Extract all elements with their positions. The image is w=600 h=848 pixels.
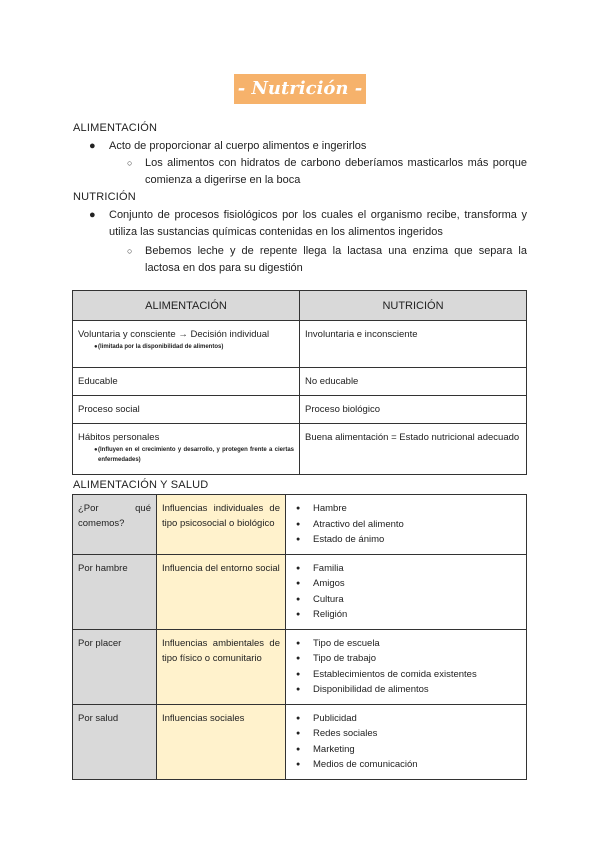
list-item: ● Religión (291, 607, 521, 623)
title-wrapper (0, 74, 600, 104)
table-cell: Influencias ambientales de tipo físico o comunitario (157, 629, 286, 704)
table-cell: Buena alimentación = Estado nutricional adecuado (300, 424, 527, 475)
cell-note: ● (Influyen en el crecimiento y desarrollo, y protegen frente a ciertas enfermedades) (78, 445, 294, 465)
cell-text: Hábitos personales (78, 432, 160, 443)
heading-nutricion: NUTRICIÓN (73, 191, 136, 203)
bullet-text: Acto de proporcionar al cuerpo alimentos e ingerirlos (109, 140, 367, 152)
bullet-dot: ● (89, 209, 96, 221)
table-row (73, 368, 527, 396)
page-title: - Nutrición - (234, 74, 367, 104)
list-item: ● Amigos (291, 576, 521, 592)
subbullet-alimentacion (127, 155, 527, 189)
table-row (73, 424, 527, 475)
influence-list (291, 561, 521, 623)
table-row (73, 704, 527, 779)
table-cell: Proceso social (73, 396, 300, 424)
comparison-table (72, 290, 527, 475)
table-cell: Por hambre (73, 554, 157, 629)
cell-text: Voluntaria y consciente → Decisión individual (78, 329, 270, 340)
table-cell: Por placer (73, 629, 157, 704)
list-item: ● Marketing (291, 742, 521, 758)
bullet-circle: ○ (127, 158, 133, 168)
table-cell (286, 629, 527, 704)
table-cell (73, 424, 300, 475)
table-cell (286, 495, 527, 555)
list-item: ● Redes sociales (291, 726, 521, 742)
table-header: NUTRICIÓN (300, 291, 527, 321)
table-cell: Influencias individuales de tipo psicosocial o biológico (157, 495, 286, 555)
list-item: ● Disponibilidad de alimentos (291, 682, 521, 698)
table-cell: Por salud (73, 704, 157, 779)
list-item: ● Tipo de escuela (291, 636, 521, 652)
table-cell: Proceso biológico (300, 396, 527, 424)
heading-alimentacion: ALIMENTACIÓN (73, 122, 158, 134)
bullet-circle: ○ (127, 246, 133, 256)
list-item: ● Atractivo del alimento (291, 517, 521, 533)
bullet-nutricion (89, 207, 527, 241)
table-cell (286, 554, 527, 629)
list-item: ● Hambre (291, 501, 521, 517)
subbullet-text: Los alimentos con hidratos de carbono deberíamos masticarlos más porque comienza a digerirse en la boca (145, 157, 527, 186)
list-item: ● Establecimientos de comida existentes (291, 667, 521, 683)
list-item: ● Familia (291, 561, 521, 577)
bullet-alimentacion (89, 138, 527, 155)
table-cell (73, 321, 300, 368)
table-row (73, 554, 527, 629)
table-cell: Influencias sociales (157, 704, 286, 779)
bullet-dot: ● (89, 140, 96, 152)
influence-list (291, 636, 521, 698)
bullet-text: Conjunto de procesos fisiológicos por los cuales el organismo recibe, transforma y utiliza las sustancias químicas contenidas en los alimentos ingeridos (109, 209, 527, 238)
table-cell: Educable (73, 368, 300, 396)
list-item: ● Cultura (291, 592, 521, 608)
table-cell (286, 704, 527, 779)
table-cell: ¿Por qué comemos? (73, 495, 157, 555)
influence-list (291, 711, 521, 773)
subbullet-text: Bebemos leche y de repente llega la lactasa una enzima que separa la lactosa en dos para su digestión (145, 245, 527, 274)
table-row (73, 629, 527, 704)
influence-list (291, 501, 521, 548)
table-row (73, 321, 527, 368)
table-row (73, 396, 527, 424)
table-header: ALIMENTACIÓN (73, 291, 300, 321)
table-row (73, 495, 527, 555)
table-cell: Influencia del entorno social (157, 554, 286, 629)
cell-note: ● (limitada por la disponibilidad de alimentos) (78, 342, 294, 352)
heading-alimentacion-salud: ALIMENTACIÓN Y SALUD (73, 479, 209, 491)
influences-table (72, 494, 527, 780)
list-item: ● Medios de comunicación (291, 757, 521, 773)
list-item: ● Tipo de trabajo (291, 651, 521, 667)
table-cell: Involuntaria e inconsciente (300, 321, 527, 368)
list-item: ● Publicidad (291, 711, 521, 727)
table-cell: No educable (300, 368, 527, 396)
list-item: ● Estado de ánimo (291, 532, 521, 548)
subbullet-nutricion (127, 243, 527, 277)
